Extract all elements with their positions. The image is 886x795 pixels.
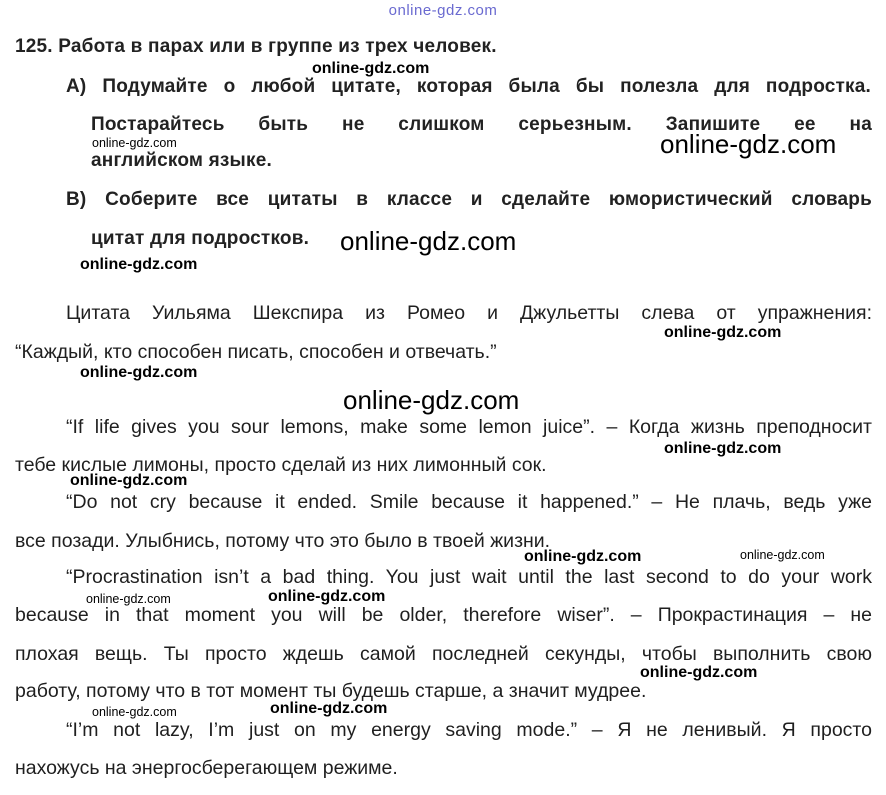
watermark: online-gdz.com: [640, 664, 758, 681]
part-b-line-2: цитат для подростков.: [91, 228, 310, 249]
quote-4-line-1: “I’m not lazy, I’m just on my energy saving mode.” – Я не ленивый. Я просто: [66, 719, 872, 741]
quote-3-line-3: плохая вещь. Ты просто ждешь самой последней секунды, чтобы выполнить свою: [15, 643, 872, 665]
task-title: Работа в парах или в группе из трех человек.: [58, 36, 497, 57]
part-a-line-3: английском языке.: [91, 150, 272, 171]
watermark: online-gdz.com: [524, 548, 642, 565]
watermark: online-gdz.com: [740, 548, 825, 562]
quote-3-line-4: работу, потому что в тот момент ты будешь старше, а значит мудрее.: [15, 680, 647, 702]
watermark: online-gdz.com: [312, 60, 430, 77]
top-watermark: online-gdz.com: [388, 2, 498, 19]
watermark: online-gdz.com: [80, 256, 198, 273]
watermark: online-gdz.com: [86, 592, 171, 606]
part-a-line-2: Постарайтесь быть не слишком серьезным. Запишите ее на: [91, 114, 872, 135]
task-heading: [15, 36, 497, 58]
quote-2-line-2: все позади. Улыбнись, потому что это было в твоей жизни.: [15, 530, 551, 552]
quote-2-line-1: “Do not cry because it ended. Smile because it happened.” – Не плачь, ведь уже: [66, 491, 872, 513]
watermark: online-gdz.com: [664, 440, 782, 457]
part-a-line-1: А) Подумайте о любой цитате, которая была бы полезла для подростка.: [66, 76, 871, 97]
quote-3-line-2: because in that moment you will be older, therefore wiser”. – Прокрастинация – не: [15, 604, 872, 626]
intro-line-2: “Каждый, кто способен писать, способен и отвечать.”: [15, 341, 497, 363]
task-number: 125.: [15, 36, 53, 57]
watermark: online-gdz.com: [270, 700, 388, 717]
watermark: online-gdz.com: [80, 364, 198, 381]
watermark: online-gdz.com: [70, 472, 188, 489]
watermark: online-gdz.com: [268, 588, 386, 605]
watermark: online-gdz.com: [92, 136, 177, 150]
quote-3-line-1: “Procrastination isn’t a bad thing. You just wait until the last second to do your work: [66, 566, 872, 588]
quote-1-line-1: “If life gives you sour lemons, make some lemon juice”. – Когда жизнь преподносит: [66, 416, 872, 438]
quote-4-line-2: нахожусь на энергосберегающем режиме.: [15, 757, 398, 779]
watermark: online-gdz.com: [664, 324, 782, 341]
intro-line-1: Цитата Уильяма Шекспира из Ромео и Джульетты слева от упражнения:: [66, 302, 872, 324]
watermark: online-gdz.com: [660, 129, 837, 159]
part-b-line-1: В) Соберите все цитаты в классе и сделайте юмористический словарь: [66, 189, 872, 210]
watermark: online-gdz.com: [92, 705, 177, 719]
quote-1-line-2: тебе кислые лимоны, просто сделай из них лимонный сок.: [15, 454, 547, 476]
watermark: online-gdz.com: [340, 226, 517, 256]
watermark: online-gdz.com: [343, 385, 520, 415]
